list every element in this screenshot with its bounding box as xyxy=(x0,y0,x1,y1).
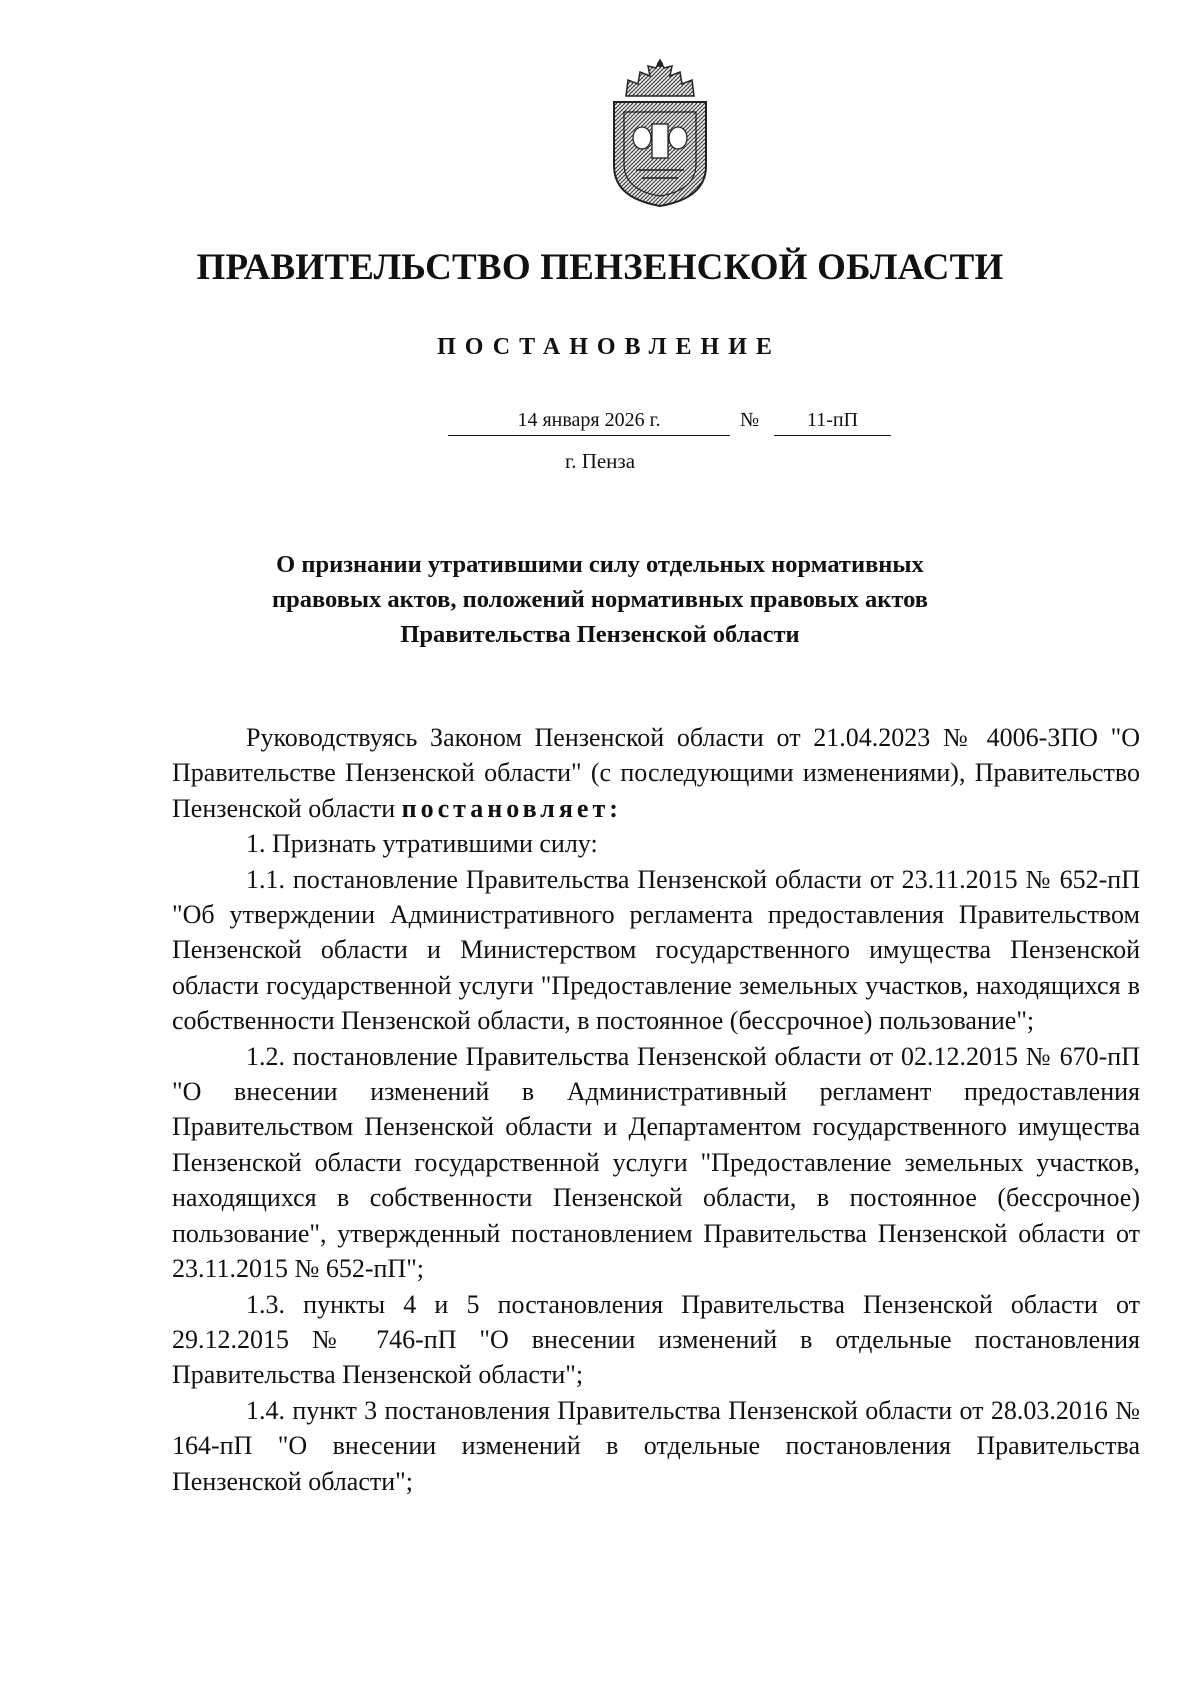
preamble-text: Руководствуясь Законом Пензенской области от 21.04.2023 № 4006-ЗПО "О Правительстве Пензенской области" (с последующими изменениями), Правительство Пензенской области xyxy=(172,723,1140,823)
document-subject xyxy=(170,547,1030,652)
coat-of-arms-icon xyxy=(602,58,718,208)
paragraph-1-4: 1.4. пункт 3 постановления Правительства Пензенской области от 28.03.2016 № 164-пП "О внесении изменений в отдельные постановления Правительства Пензенской области"; xyxy=(172,1395,1140,1496)
paragraph-1-2: 1.2. постановление Правительства Пензенской области от 02.12.2015 № 670-пП "О внесении изменений в Административный регламент предоставления Правительством Пензенской области и Департаментом государственного имущества Пензенской области государственной услуги "Предоставление земельных участков, находящихся в собственности Пензенской области, в постоянное (бессрочное) пользование", утвержденный постановлением Правительства Пензенской области от 23.11.2015 № 652-пП"; xyxy=(172,1041,1140,1284)
organization-title: ПРАВИТЕЛЬСТВО ПЕНЗЕНСКОЙ ОБЛАСТИ xyxy=(196,247,1004,288)
subject-line: Правительства Пензенской области xyxy=(400,621,800,648)
number-sign: № xyxy=(740,409,760,431)
preamble-paragraph xyxy=(172,720,1140,826)
paragraph-1: 1. Признать утратившими силу: xyxy=(246,829,598,859)
document-number: 11-пП xyxy=(774,408,891,436)
subject-line: О признании утратившими силу отдельных нормативных xyxy=(276,551,924,578)
document-type: ПОСТАНОВЛЕНИЕ xyxy=(437,334,781,360)
paragraph-1-1: 1.1. постановление Правительства Пензенской области от 23.11.2015 № 652-пП "Об утверждении Административного регламента предоставления Правительством Пензенской области и Министерством государственного имущества Пензенской области государственной услуги "Предоставление земельных участков, находящихся в собственности Пензенской области, в постоянное (бессрочное) пользование"; xyxy=(172,864,1140,1036)
document-date: 14 января 2026 г. xyxy=(448,408,730,436)
paragraph-1-3: 1.3. пункты 4 и 5 постановления Правительства Пензенской области от 29.12.2015 № 746-пП "О внесении изменений в отдельные постановления Правительства Пензенской области"; xyxy=(172,1289,1140,1390)
subject-line: правовых актов, положений нормативных правовых актов xyxy=(272,586,928,613)
city: г. Пенза xyxy=(564,449,636,473)
decree-word: постановляет: xyxy=(401,793,622,823)
document-body xyxy=(172,720,1140,1499)
